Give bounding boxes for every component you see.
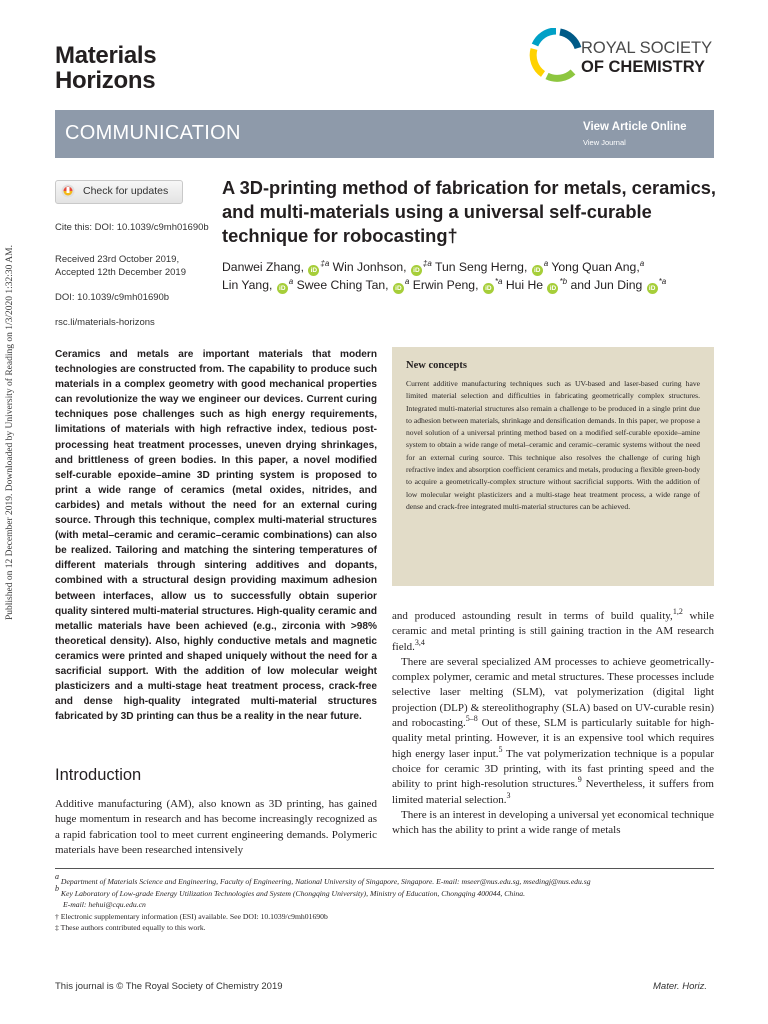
author-name: Yong Quan Ang, (551, 260, 640, 274)
body-text: The vat polymerization technique is a popular choice for ceramic 3D printing, with its fast printing speed and the ability to print high-resolution structures. (392, 747, 714, 791)
accepted-date: Accepted 12th December 2019 (55, 267, 186, 278)
citation-ref[interactable]: 3 (506, 790, 511, 800)
new-concepts-box (392, 347, 714, 586)
author-affiliation: a (543, 259, 549, 268)
footer-copyright: This journal is © The Royal Society of Chemistry 2019 (55, 981, 283, 992)
check-updates-icon (61, 184, 75, 198)
body-text: Nevertheless, it suffers from limited material selection. (392, 778, 714, 806)
body-right-column (392, 609, 714, 838)
author-affiliation: *a (658, 276, 667, 286)
received-date: Received 23rd October 2019, (55, 254, 180, 265)
journal-name-line2: Horizons (55, 67, 156, 94)
footnote-text: Key Laboratory of Low-grade Energy Utilization Technologies and System (Chongqing University), Ministry of Education, Chongqing 400044, China. (60, 888, 525, 898)
citation-ref[interactable]: 5–8 (465, 714, 478, 724)
article-type-label: COMMUNICATION (65, 122, 241, 144)
orcid-icon[interactable]: iD (483, 283, 494, 294)
orcid-icon[interactable]: iD (532, 265, 543, 276)
citation-ref[interactable]: 9 (577, 775, 582, 785)
author-name: Lin Yang, (222, 277, 273, 292)
article-title: A 3D-printing method of fabrication for metals, ceramics, and multi-materials using a universal self-curable technique for robocasting† (222, 177, 717, 246)
new-concepts-text: Current additive manufacturing techniques such as UV-based and laser-based curing have limited material selection and difficulties in fabricating geometrically complex structures. Integrated multi-material structures also remain a challenge to be produced in a single print due to adhesion between materials, shrinkage and densification demands. In this paper, we propose a novel solution of a universal printing method based on a modified self-curable epoxide–amine system to obtain a wide range of metal–ceramic and ceramic–ceramic systems without the need for an external curing source. This technique also resolves the challenge of curing high refractive index and absorption coefficient ceramics and metals, producing a flexible green-body to acquire a geometrically-complex structure without sacrificial supports. With the addition of low molecular weight plasticizers and a multi-stage heat treatment process, a wide range of dense and crack-free integrated multi-material structures can be achieved. (406, 379, 700, 511)
orcid-icon[interactable]: iD (647, 283, 658, 294)
cite-this-doi[interactable]: DOI: 10.1039/c9mh01690b (94, 222, 209, 233)
citation-ref[interactable]: 1,2 (672, 607, 683, 616)
doi[interactable]: DOI: 10.1039/c9mh01690b (55, 292, 170, 303)
cite-this (55, 221, 209, 234)
publisher-line2: OF CHEMISTRY (581, 58, 706, 76)
author-affiliation: *a (494, 276, 503, 286)
author[interactable] (222, 260, 329, 274)
body-paragraph (392, 609, 714, 655)
new-concepts-heading: New concepts (406, 360, 467, 371)
footnotes (55, 872, 735, 934)
author[interactable] (333, 260, 432, 274)
view-journal-link[interactable]: View Journal (583, 138, 626, 147)
introduction-heading: Introduction (55, 766, 142, 784)
author-affiliation: ‡a (320, 259, 330, 268)
author-affiliation: a (288, 276, 294, 286)
journal-name[interactable] (55, 43, 156, 93)
orcid-icon[interactable]: iD (308, 265, 319, 276)
download-side-note (4, 200, 18, 620)
author[interactable] (551, 260, 644, 274)
author-name: Erwin Peng, (412, 277, 479, 292)
orcid-icon[interactable]: iD (277, 283, 288, 294)
check-for-updates-button[interactable] (55, 180, 183, 204)
journal-link[interactable]: rsc.li/materials-horizons (55, 317, 155, 328)
footnote-esi: † Electronic supplementary information (ESI) available. See DOI: 10.1039/c9mh01690b (55, 911, 328, 921)
view-article-online-link[interactable]: View Article Online (583, 121, 687, 133)
author-name: Danwei Zhang, (222, 260, 304, 274)
body-text: There are several specialized AM processes to achieve geometrically-complex polymer, ceramic and metal structures. These processes include selective laser melting (SLM), vat polymerization (digital light projection (DLP) & stereolithography (SLA) based on UV-curable resin) and robocasting. (392, 655, 714, 730)
orcid-icon[interactable]: iD (547, 283, 558, 294)
citation-ref[interactable]: 5 (498, 744, 503, 754)
publisher-line1: ROYAL SOCIETY (581, 39, 713, 57)
author-affiliation: a (404, 276, 410, 286)
body-text: Out of these, SLM is particularly suitable for high-quality metal printing. However, it is an expensive tool which requires high energy laser input. (392, 717, 714, 760)
author[interactable] (413, 278, 503, 292)
footnote-equal-contribution: ‡ These authors contributed equally to this work. (55, 923, 206, 932)
publisher-name (581, 39, 712, 77)
orcid-icon[interactable]: iD (393, 283, 404, 294)
cite-this-label: Cite this: (55, 222, 92, 233)
body-paragraph: There is an interest in developing a universal yet economical technique which has the ability to print a wide range of metals (392, 808, 714, 837)
footnote-affiliation-a (55, 872, 735, 888)
body-text: and produced astounding result in terms of build quality, (392, 610, 673, 622)
author[interactable] (297, 278, 410, 292)
author[interactable] (222, 278, 293, 292)
author-list (222, 259, 722, 294)
footer-journal-abbrev: Mater. Horiz. (653, 981, 708, 992)
author-name: Swee Ching Tan, (296, 277, 389, 292)
body-text: while ceramic and metal printing is still gaining traction in the AM research field. (392, 610, 714, 653)
citation-ref[interactable]: 3,4 (414, 637, 425, 647)
abstract: Ceramics and metals are important materials that modern technologies are constructed from. The capability to produce such materials in a complex geometry with good mechanical properties can revolutionize the way we engineer our devices. Current curing techniques pose challenges such as high energy requirements, limitations of materials with high refractive index, tedious post-processing heat treatment processes, uneven drying shrinkages, and brittleness of green bodies. In this paper, a novel modified self-curable epoxide–amine 3D printing system is proposed to print a wide range of ceramics (metal oxides, nitrides, and carbides) and metals without the need for an external curing source. Through this technique, complex multi-material structures (with metal–ceramic and ceramic–ceramic combinations) can also be realized. Tailoring and matching the sintering temperatures of different materials through sintering additives and dopants, combined with a structural design providing maximum adhesion between interfaces, allow us to successfully obtain superior quality sintered multi-material structures. High-quality ceramic and metallic materials have been achieved (e.g., zirconia with >98% theoretical density). Also, highly conductive metals and magnetic ceramics were printed and shaped uniquely without the need for a sacrificial support. With the addition of low molecular weight plasticizers and a multi-stage heat treatment process, crack-free and dense high-quality integrated multi-material structures fabricated by 3D printing can thus be a reality in the near future. (55, 349, 377, 723)
author-affiliation: ‡a (422, 259, 432, 268)
footnote-affiliation-b (55, 883, 735, 900)
introduction-text: Additive manufacturing (AM), also known as 3D printing, has gained huge momentum in research and has become increasingly recognized as a rapid fabrication tool to meet current engineering demands. Polymeric materials have been researched intensively (55, 798, 377, 856)
footnote-text: Department of Materials Science and Engineering, Faculty of Engineering, National University of Singapore, Singapore. E-mail: mseer@nus.edu.sg, msedingj@nus.edu.sg (60, 877, 591, 886)
author[interactable] (435, 260, 548, 274)
footnote-text: E-mail: hehui@cqu.edu.cn (63, 900, 146, 909)
author-name: Win Jonhson, (332, 260, 407, 274)
side-note-text: Published on 12 December 2019. Downloaded by University of Reading on 1/3/2020 1:32:30 AM. (5, 245, 15, 620)
author-affiliation: *b (559, 276, 568, 286)
journal-name-line1: Materials (55, 42, 157, 69)
orcid-icon[interactable]: iD (411, 265, 422, 276)
author[interactable] (506, 278, 567, 292)
footnote-mark: a (55, 872, 59, 881)
check-updates-label: Check for updates (83, 185, 169, 197)
footnote-mark: b (55, 883, 59, 893)
author-name: and Jun Ding (570, 277, 643, 292)
author-name: Hui He (505, 277, 544, 292)
author[interactable] (570, 278, 666, 292)
article-type-banner (55, 110, 714, 158)
footnote-email-b (55, 899, 735, 911)
author-name: Tun Seng Herng, (434, 260, 528, 274)
body-paragraph (392, 655, 714, 808)
footnote-divider (55, 868, 714, 869)
author-affiliation: a (639, 259, 645, 268)
